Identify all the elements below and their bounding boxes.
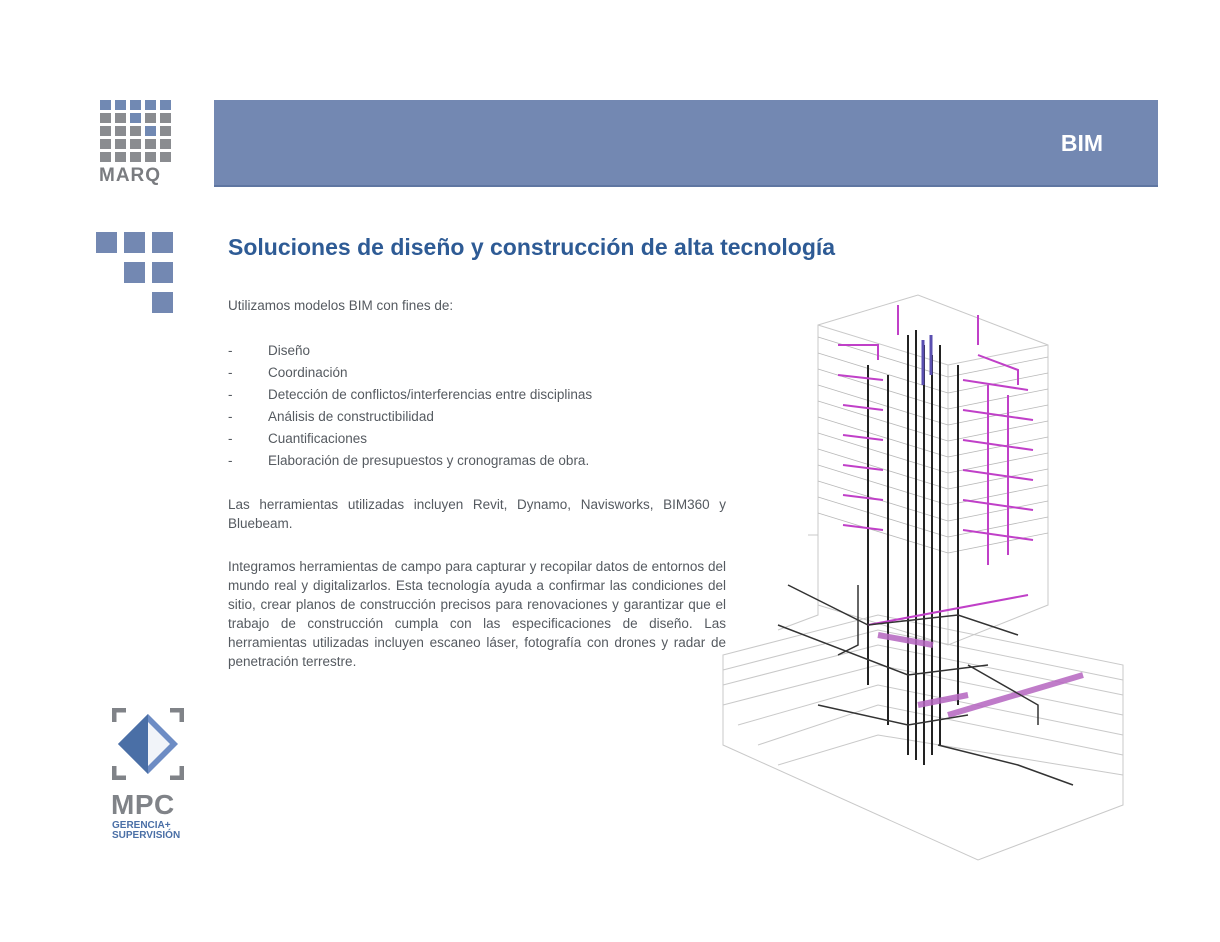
mpc-logo-icon bbox=[112, 708, 184, 780]
list-item-text: Elaboración de presupuestos y cronogramas de obra. bbox=[268, 453, 590, 468]
marq-logo-text: MARQ bbox=[99, 165, 162, 186]
marq-logo-grid bbox=[100, 100, 172, 166]
mpc-subtitle-line2: SUPERVISIÓN bbox=[112, 830, 181, 841]
mpc-subtitle-line1: GERENCIA+ bbox=[112, 820, 171, 831]
list-item-text: Coordinación bbox=[268, 365, 348, 380]
intro-text: Utilizamos modelos BIM con fines de: bbox=[228, 298, 454, 313]
page-title: Soluciones de diseño y construcción de alta tecnología bbox=[228, 234, 836, 260]
list-item-text: Diseño bbox=[268, 343, 311, 358]
list-bullet: - bbox=[228, 387, 233, 402]
list-bullet: - bbox=[228, 431, 233, 446]
mpc-logo-subtitle bbox=[112, 821, 180, 841]
list-item-text: Detección de conflictos/interferencias entre disciplinas bbox=[268, 387, 593, 402]
mpc-logo-text: MPC bbox=[111, 789, 175, 820]
header-title: BIM bbox=[1060, 130, 1103, 156]
field-tools-paragraph: Integramos herramientas de campo para capturar y recopilar datos de entornos del mundo real y digitalizarlos. Esta tecnología ayuda a confirmar las condiciones del sitio, crear planos de construcción precisos para renovaciones y garantizar que el trabajo de construcción cumpla con las especificaciones de diseño. Las herramientas utilizadas incluyen escaneo láser, fotografía con drones y radar de penetración terrestre. bbox=[228, 559, 726, 669]
tools-paragraph: Las herramientas utilizadas incluyen Revit, Dynamo, Navisworks, BIM360 y Bluebeam. bbox=[228, 497, 726, 531]
list-item-text: Análisis de constructibilidad bbox=[268, 409, 434, 424]
list-bullet: - bbox=[228, 409, 233, 424]
list-bullet: - bbox=[228, 365, 233, 380]
bim-building-model-icon bbox=[718, 285, 1128, 865]
header-band bbox=[214, 100, 1158, 187]
list-item-text: Cuantificaciones bbox=[268, 431, 368, 446]
list-bullet: - bbox=[228, 343, 233, 358]
list-bullet: - bbox=[228, 453, 233, 468]
